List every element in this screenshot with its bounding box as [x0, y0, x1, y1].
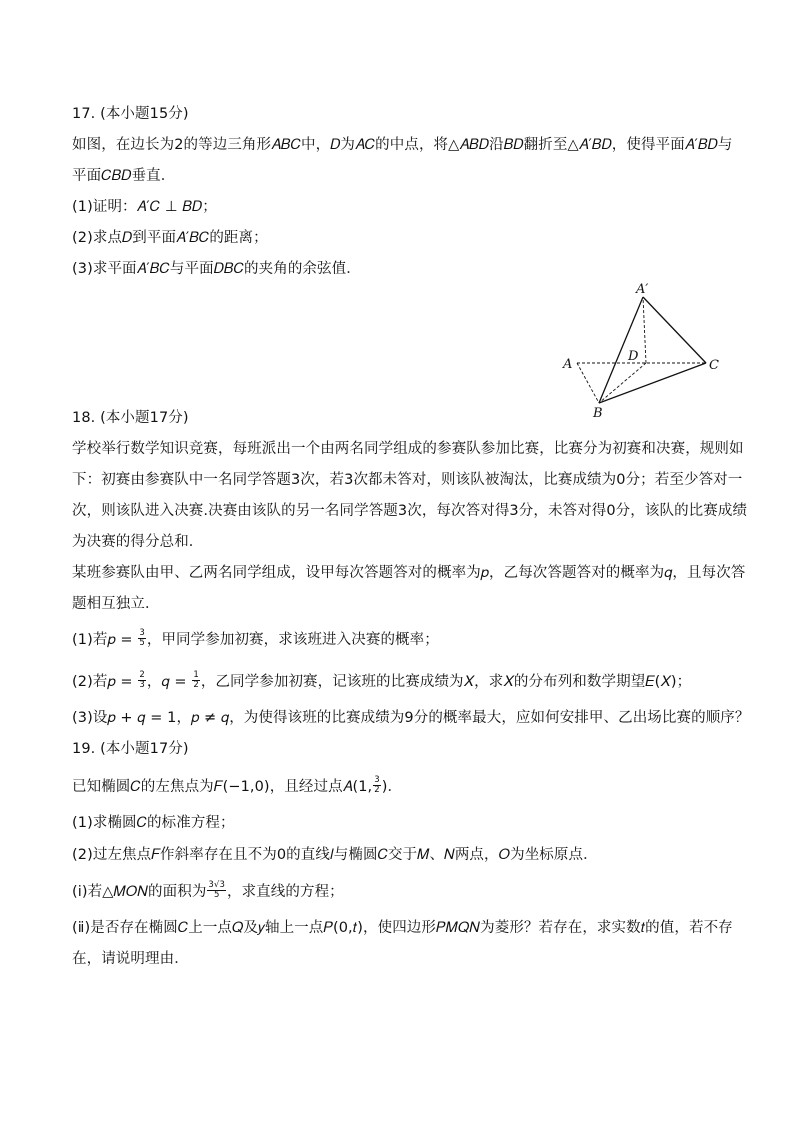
label-B: B — [593, 406, 603, 420]
q18-part2-post: ，乙同学参加初赛，记该班的比赛成绩为𝑋，求𝑋的分布列和数学期望𝐸(𝑋)； — [200, 674, 692, 690]
edge-AB-dashed — [577, 363, 599, 403]
label-A: A — [563, 357, 573, 372]
q19-sub-i — [72, 879, 344, 902]
q18-stem-line1: 学校举行数学知识竞赛，每班派出一个由两名同学组成的参赛队参加比赛，比赛分为初赛和决赛，规则如 — [72, 441, 744, 457]
q18-part2 — [72, 669, 692, 692]
fraction-denominator: 2 — [193, 679, 199, 690]
edge-DB-dashed — [599, 363, 646, 403]
fraction-numerator: 2 — [139, 669, 145, 680]
fraction-numerator: 3 — [139, 627, 145, 638]
q17-part1: (1)证明：𝐴′𝐶 ⊥ 𝐵𝐷； — [72, 199, 217, 215]
fraction-denominator: 3 — [139, 679, 145, 690]
q17-tetrahedron-figure — [556, 280, 726, 420]
q19-stem — [72, 774, 403, 797]
q17-part3: (3)求平面𝐴′𝐵𝐶与平面𝐷𝐵𝐶的夹角的余弦值． — [72, 261, 361, 277]
edge-AprimeC — [643, 297, 706, 363]
q18-stem-line3: 次，则该队进入决赛.决赛由该队的另一名同学答题3次，每次答对得3分，未答对得0分，该队的比赛成绩 — [72, 503, 748, 519]
q19-stem-fraction — [373, 776, 381, 795]
q18-stem-line5: 某班参赛队由甲、乙两名同学组成，设甲每次答题答对的概率为𝑝，乙每次答题答对的概率为𝑞，且每次答 — [72, 565, 746, 581]
q18-part2-fraction-q — [192, 671, 200, 690]
q18-part1 — [72, 627, 439, 650]
q18-part1-post: ，甲同学参加初赛，求该班进入决赛的概率； — [146, 632, 439, 648]
q19-header: 19. (本小题17分) — [72, 741, 189, 757]
q18-part2-fraction-p — [138, 671, 146, 690]
fraction-numerator: 1 — [193, 669, 199, 680]
q19-sub-i-pre: (ⅰ)若△𝑀𝑂𝑁的面积为 — [72, 884, 207, 900]
label-A-prime: A′ — [636, 282, 649, 297]
edge-BC — [599, 363, 706, 403]
fraction-denominator: 2 — [374, 784, 380, 795]
tetrahedron-diagram — [556, 280, 726, 420]
q18-stem-line4: 为决赛的得分总和． — [72, 534, 204, 550]
fraction-numerator: 3 — [374, 774, 380, 785]
q19-sub-i-post: ，求直线的方程； — [226, 884, 344, 900]
q19-stem-post: )． — [381, 779, 403, 795]
q17-part2: (2)求点𝐷到平面𝐴′𝐵𝐶的距离； — [72, 230, 268, 246]
q18-header: 18. (本小题17分) — [72, 410, 189, 426]
q19-part2: (2)过左焦点𝐹作斜率存在且不为0的直线𝑙与椭圆𝐶交于𝑀、𝑁两点，𝑂为坐标原点． — [72, 847, 598, 863]
fraction-numerator: 3√3 — [208, 879, 225, 890]
q18-part3: (3)设𝑝 + 𝑞 = 1，𝑝 ≠ 𝑞，为使得该班的比赛成绩为9分的概率最大，应如何安排甲、乙出场比赛的顺序？ — [72, 710, 750, 726]
label-C: C — [709, 358, 719, 373]
q19-sub-ii-line1: (ⅱ)是否存在椭圆𝐶上一点𝑄及𝑦轴上一点𝑃(0,𝑡)，使四边形𝑃𝑀𝑄𝑁为菱形？若存在，求实数𝑡的值，若不存 — [72, 920, 733, 936]
edge-DAprime-dashed — [643, 297, 646, 363]
label-D: D — [628, 349, 639, 364]
q18-part2-pre: (2)若𝑝 = — [72, 674, 133, 690]
q18-stem-line2: 下：初赛由参赛队中一名同学答题3次，若3次都未答对，则该队被淘汰，比赛成绩为0分；若至少答对一 — [72, 472, 743, 488]
q18-part1-pre: (1)若𝑝 = — [72, 632, 133, 648]
q19-stem-pre: 已知椭圆𝐶的左焦点为𝐹(−1,0)，且经过点𝐴(1, — [72, 779, 373, 795]
q17-header: 17. (本小题15分) — [72, 106, 189, 122]
fraction-denominator: 5 — [139, 637, 145, 648]
q18-part2-mid: ，𝑞 = — [146, 674, 187, 690]
q19-part1: (1)求椭圆𝐶的标准方程； — [72, 815, 235, 831]
q17-stem-line2: 平面𝐶𝐵𝐷垂直． — [72, 168, 176, 184]
q18-part1-fraction — [138, 629, 146, 648]
q18-stem-line6: 题相互独立． — [72, 596, 160, 612]
q19-sub-ii-line2: 在，请说明理由． — [72, 951, 189, 967]
q19-sub-i-fraction — [207, 881, 226, 900]
q17-stem-line1: 如图，在边长为2的等边三角形𝐴𝐵𝐶中，𝐷为𝐴𝐶的中点，将△𝐴𝐵𝐷沿𝐵𝐷翻折至△𝐴′𝐵𝐷，使得平面𝐴′𝐵𝐷与 — [72, 137, 733, 153]
fraction-denominator: 5 — [213, 889, 220, 900]
